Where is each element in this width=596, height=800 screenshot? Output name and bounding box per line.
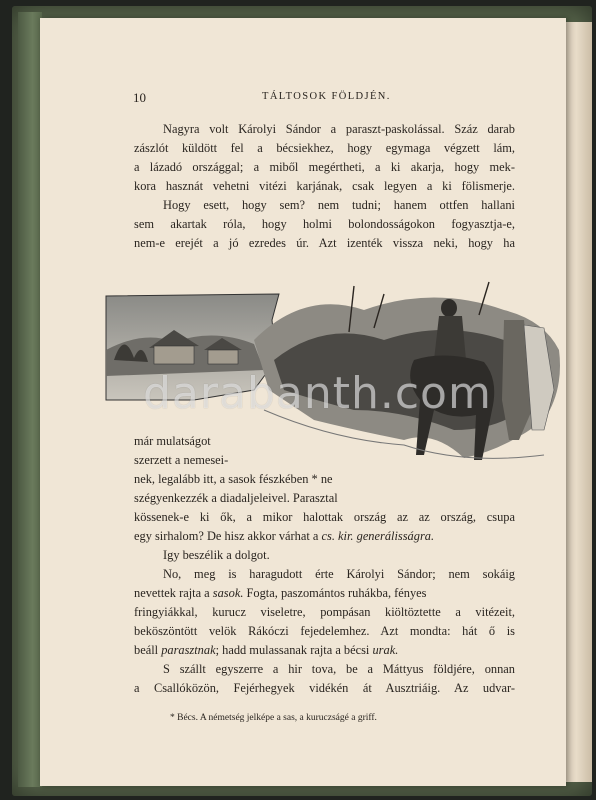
page-edge [566,22,592,782]
text-line: fringyiákkal, kurucz viseletre, pompásan kiöltöztette a vitézeit, [134,605,515,619]
page-number: 10 [133,90,146,105]
text-span: ; hadd mulassanak rajta a bécsi [215,643,373,657]
text-span: Fogta, paszomántos ruhákba, fényes [243,586,427,600]
text-line: már mulatságot [134,434,211,448]
text-line: No, meg is haragudott érte Károlyi Sándor; nem sokáig [163,567,515,581]
text-line [134,527,434,546]
text-line: kora hasznát vehetni vitézi karjának, csak legyen a ki fölismerje. [134,179,515,193]
main-rider-body [434,316,466,360]
text-line: a Csallóközön, Fejérhegyek vidékén át Ausztriáig. Az udvar- [134,681,515,695]
text-line: Igy beszélik a dolgot. [163,548,270,562]
footnote: * Bécs. A németség jelképe a sas, a kuruczságé a griff. [170,713,377,723]
cottage [208,350,238,364]
text-line: szerzett a nemesei- [134,453,229,467]
text-line: szégyenkezzék a diadaljeleivel. Parasztal [134,491,338,505]
text-line [134,641,398,660]
text-line: beköszöntött velök Rákóczi fejedelemhez. Azt mondta: hát ő is [134,624,515,638]
italic-text: parasztnak [161,643,216,657]
text-line: sem akartak róla, hogy holmi bolondosságokon fogyasztja-e, [134,217,515,231]
text-line: Nagyra volt Károlyi Sándor a paraszt-paskolással. Száz darab [163,122,515,136]
text-line: nem-e erejét a jó ezredes úr. Azt izenték vissza neki, hogy ha [134,236,515,250]
italic-text: urak. [372,643,399,657]
text-line: kössenek-e ki ők, a mikor halottak ország az az ország, csupa [134,510,515,524]
text-line [134,584,426,603]
text-line: S szállt egyszerre a hir tova, be a Máttyus földjére, onnan [163,662,515,676]
text-line: a lázadó országgal; a miből megértheti, a ki akarja, hogy mek- [134,160,515,174]
running-title: TÁLTOSOK FÖLDJÉN. [262,91,391,102]
main-rider-head [441,299,457,317]
italic-text: cs. kir. generálisságra. [321,529,435,543]
text-line: Hogy esett, hogy sem? nem tudni; hanem ottfen hallani [163,198,515,212]
text-line: zászlót küldött fel a bécsiekhez, hogy egymaga végzett lám, [134,141,515,155]
text-line: nek, legalább itt, a sasok fészkében * ne [134,472,333,486]
text-span: nevettek rajta a [134,586,213,600]
text-span: beáll [134,643,162,657]
book-spine [18,12,42,787]
watermark-text: darabanth.com [143,368,492,419]
text-span: egy sirhalom? De hisz akkor várhat a [134,529,322,543]
italic-text: sasok. [212,586,244,600]
cottage [154,346,194,364]
